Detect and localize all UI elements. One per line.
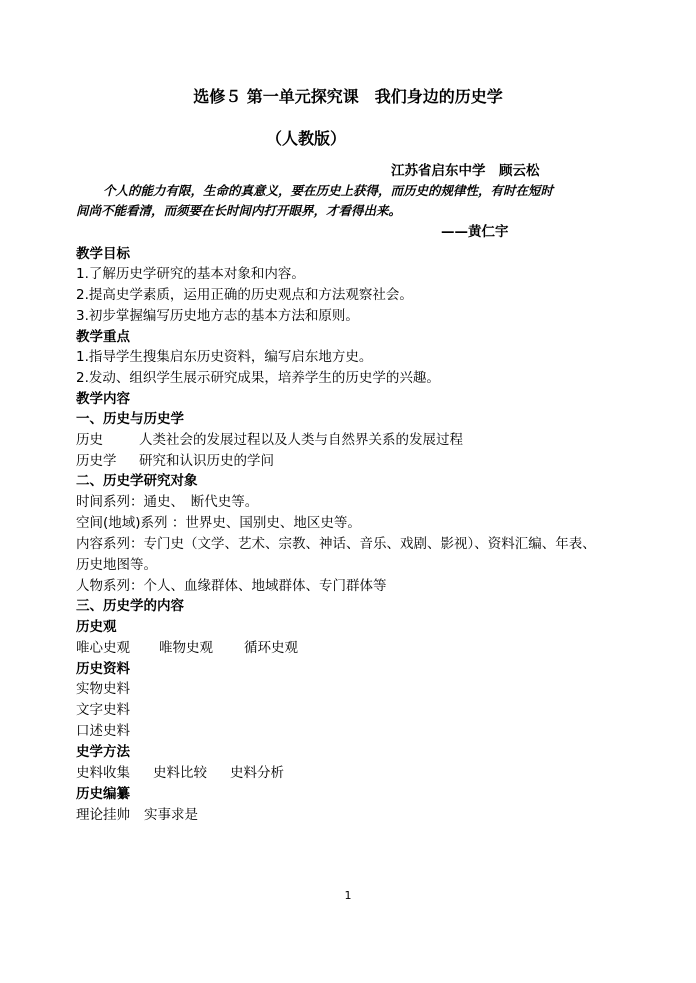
content-heading: 教学内容 [76,391,130,407]
definition-desc: 研究和认识历史的学问 [139,453,274,469]
goal-item: 2.提高史学素质，运用正确的历史观点和方法观察社会。 [76,287,413,303]
goals-heading: 教学目标 [76,246,130,262]
content-series-line-1: 内容系列：专门史（文学、艺术、宗教、神话、音乐、戏剧、影视）、资料汇编、年表、 [76,536,596,552]
compilation-row [76,806,198,824]
goal-item: 1.了解历史学研究的基本对象和内容。 [76,266,305,282]
compilation-item: 实事求是 [144,807,198,823]
definition-term: 历史 [76,432,103,448]
goal-item: 3.初步掌握编写历史地方志的基本方法和原则。 [76,308,359,324]
document-title: 选修５ 第一单元探究课 我们身边的历史学 [193,87,503,106]
view-item: 唯物史观 [159,640,213,656]
quote-attribution: ——黄仁宇 [441,224,509,240]
time-series-line: 时间系列：通史、 断代史等。 [76,494,259,510]
view-item: 循环史观 [244,640,298,656]
method-item: 史料分析 [230,765,284,781]
definition-desc: 人类社会的发展过程以及人类与自然界关系的发展过程 [139,432,463,448]
section3-heading: 三、历史学的内容 [76,598,184,614]
focus-item: 1.指导学生搜集启东历史资料，编写启东地方史。 [76,349,373,365]
page-number: 1 [344,889,352,902]
people-series-line: 人物系列：个人、血缘群体、地域群体、专门群体等 [76,578,387,594]
space-series-line: 空间(地域)系列 ：世界史、国别史、地区史等。 [76,515,361,531]
compilation-item: 理论挂帅 [76,807,130,823]
content-series-line-2: 历史地图等。 [76,557,157,573]
methods-heading: 史学方法 [76,744,130,760]
edition-text: （人教版） [265,129,346,148]
views-heading: 历史观 [76,619,117,635]
compilation-heading: 历史编纂 [76,786,130,802]
author-line: 江苏省启东中学 顾云松 [391,163,540,179]
focus-heading: 教学重点 [76,329,130,345]
views-row [76,639,298,657]
material-item: 实物史料 [76,681,130,697]
materials-heading: 历史资料 [76,661,130,677]
definition-row [76,431,463,449]
method-item: 史料收集 [76,765,130,781]
definition-term: 历史学 [76,453,117,469]
focus-item: 2.发动、组织学生展示研究成果，培养学生的历史学的兴趣。 [76,370,440,386]
quote-line-2: 间尚不能看清，而须要在长时间内打开眼界，才看得出来。 [76,203,402,218]
material-item: 文字史料 [76,702,130,718]
quote-line-1: 个人的能力有限，生命的真意义，要在历史上获得，而历史的规律性，有时在短时 [103,183,554,198]
definition-row [76,452,274,470]
section2-heading: 二、历史学研究对象 [76,473,198,489]
material-item: 口述史料 [76,723,130,739]
methods-row [76,764,284,782]
section1-heading: 一、历史与历史学 [76,411,184,427]
view-item: 唯心史观 [76,640,130,656]
edition-label [0,128,696,150]
method-item: 史料比较 [153,765,207,781]
